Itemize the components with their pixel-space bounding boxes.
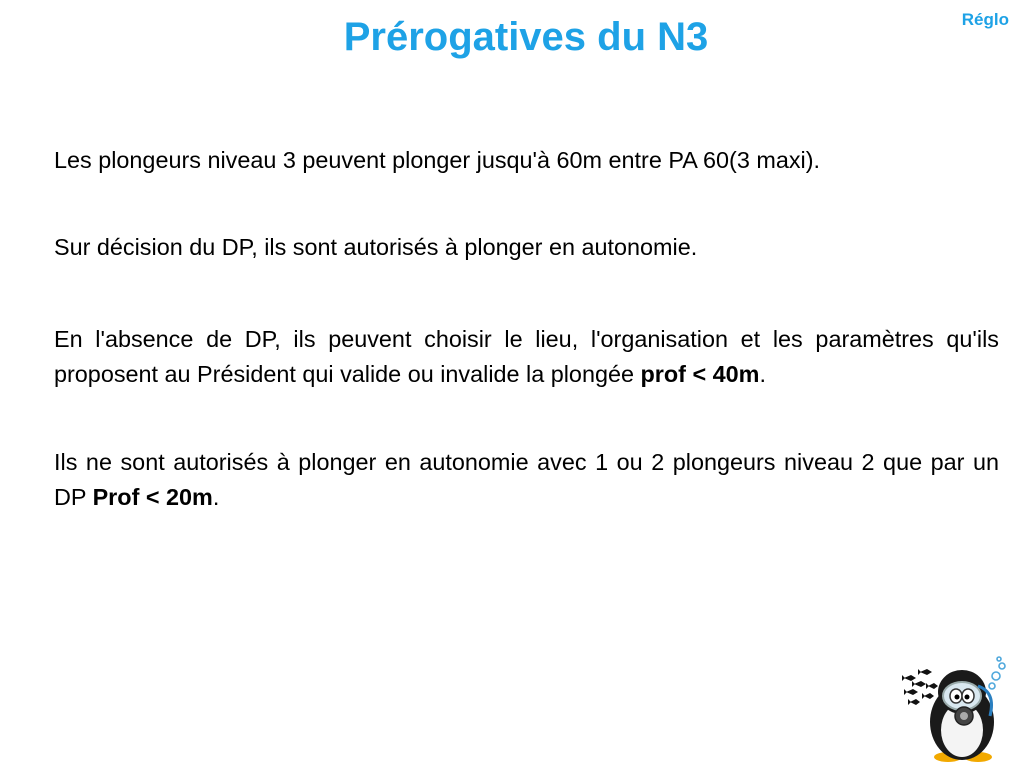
- paragraph-absence-dp: [54, 322, 999, 392]
- paragraph-absence-dp-end: .: [759, 361, 766, 387]
- paragraph-level2-divers: [54, 445, 999, 515]
- paragraph-autonomy: Sur décision du DP, ils sont autorisés à plonger en autonomie.: [54, 234, 698, 260]
- slide-body: [54, 143, 999, 515]
- bubbles-icon: [989, 657, 1005, 689]
- corner-label: Réglo: [961, 10, 1009, 29]
- paragraph-absence-dp-text: En l'absence de DP, ils peuvent choisir le lieu, l'organisation et les paramètres qu'ils proposent au Président qui valide ou invalide la plongée: [54, 326, 999, 387]
- depth-20m-emphasis: Prof < 20m: [92, 484, 213, 510]
- paragraph-level2-divers-end: .: [212, 484, 220, 510]
- paragraph-depth-limit: Les plongeurs niveau 3 peuvent plonger jusqu'à 60m entre PA 60(3 maxi).: [54, 147, 821, 173]
- fish-school-icon: [902, 669, 938, 705]
- diving-penguin-icon: [898, 656, 1010, 764]
- slide-title: Prérogatives du N3: [343, 15, 709, 59]
- paragraph-level2-divers-text: Ils ne sont autorisés à plonger en autonomie avec 1 ou 2 plongeurs niveau 2 que par un DP: [54, 449, 999, 510]
- depth-40m-emphasis: prof < 40m: [640, 361, 760, 387]
